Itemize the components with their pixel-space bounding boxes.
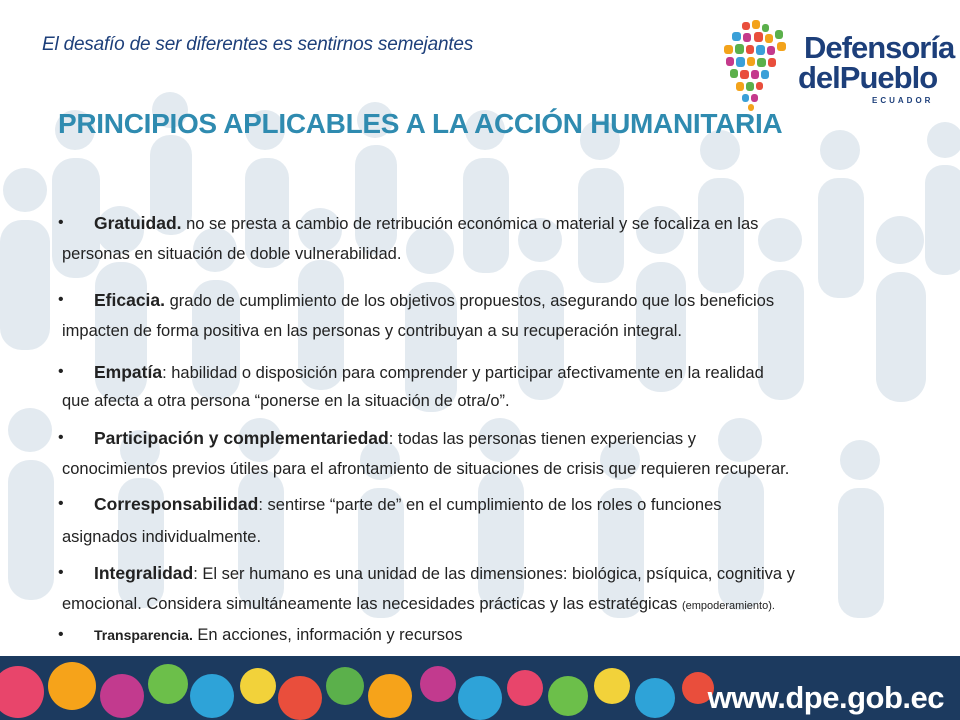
bullet-icon: • [58, 429, 64, 446]
bullet-icon: • [58, 363, 64, 380]
principle-text-continued: que afecta a otra persona “ponerse en la situación de otra/o”. [62, 392, 510, 410]
principle-item-corresponsabilidad [58, 488, 938, 553]
principle-note: (empoderamiento). [681, 600, 775, 612]
bullet-icon: • [58, 564, 64, 581]
principle-item-gratuidad [58, 208, 938, 269]
bullet-icon: • [58, 291, 64, 308]
principle-text-continued: emocional. Considera simultáneamente las necesidades prácticas y las estratégicas [62, 595, 682, 613]
principle-text: : habilidad o disposición para comprender y participar afectivamente en la realidad [162, 364, 764, 382]
defensoria-logo [712, 20, 955, 112]
principle-item-transparencia [58, 620, 938, 650]
page-title: PRINCIPIOS APLICABLES A LA ACCIÓN HUMANITARIA [58, 108, 783, 139]
bullet-icon: • [58, 495, 64, 512]
principle-text-continued: impacten de forma positiva en las personas y contribuyan a su recuperación integral. [62, 322, 683, 340]
principle-text-continued: asignados individualmente. [62, 528, 262, 546]
principle-term: Transparencia. [94, 627, 193, 643]
principle-term: Corresponsabilidad [94, 494, 259, 514]
principle-term: Eficacia. [94, 290, 166, 310]
principle-text: no se presta a cambio de retribución económica o material y se focaliza en las [181, 215, 759, 233]
footer-colorful-people-icon [0, 656, 720, 720]
logo-line-1: Defensoría [804, 30, 955, 65]
logo-line-2: delPueblo [798, 60, 938, 95]
principle-text: : sentirse “parte de” en el cumplimiento de los roles o funciones [258, 496, 722, 514]
principle-text: : todas las personas tienen experiencias y [388, 430, 696, 448]
bullet-icon: • [58, 626, 64, 643]
website-url: www.dpe.gob.ec [707, 680, 944, 715]
principle-text: grado de cumplimiento de los objetivos propuestos, asegurando que los beneficios [165, 292, 775, 310]
principle-text-continued: personas en situación de doble vulnerabilidad. [62, 245, 402, 263]
tagline: El desafío de ser diferentes es sentirnos semejantes [42, 34, 474, 55]
principle-term: Empatía [94, 362, 163, 382]
principle-term: Participación y complementariedad [94, 428, 389, 448]
principle-item-participacion [58, 423, 938, 484]
bullet-icon: • [58, 214, 64, 231]
principle-text-continued: conocimientos previos útiles para el afrontamiento de situaciones de crisis que requieren recuperar. [62, 460, 790, 478]
logo-people-mark-icon [712, 20, 812, 112]
principle-term: Integralidad [94, 563, 194, 583]
principle-item-integralidad [58, 558, 938, 621]
logo-country: ECUADOR [872, 96, 934, 105]
principle-item-eficacia [58, 285, 938, 346]
principle-text: En acciones, información y recursos [192, 626, 463, 644]
principle-term: Gratuidad. [94, 213, 182, 233]
principle-item-empatia [58, 358, 938, 415]
principle-text: : El ser humano es una unidad de las dimensiones: biológica, psíquica, cognitiva y [193, 565, 795, 583]
